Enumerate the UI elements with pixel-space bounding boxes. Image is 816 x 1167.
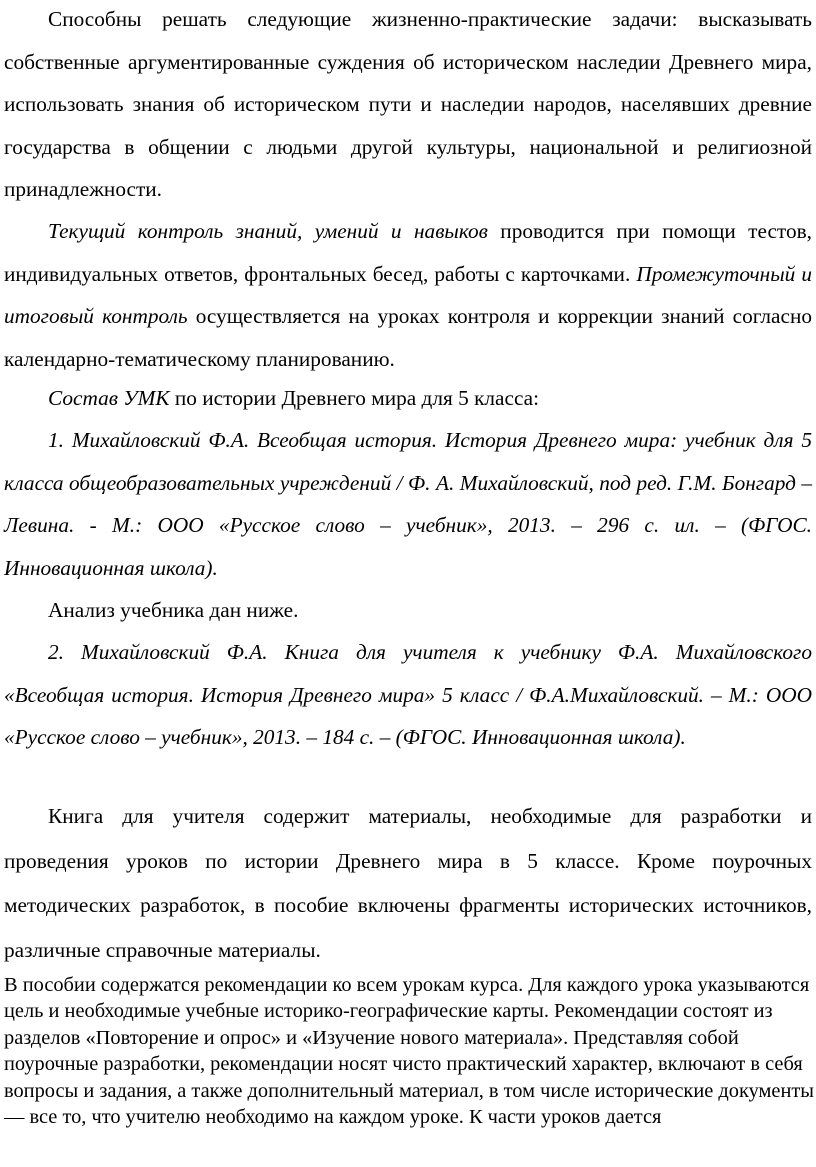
paragraph-text: проводится при помощи тестов, индивидуальных ответов, фронтальных бесед, работы с карточками. [4,219,812,286]
paragraph-text: Книга для учителя содержит материалы, необходимые для разработки и проведения уроков по истории Древнего мира в 5 классе. Кроме поурочных методических разработок, в пособие включены фрагменты исторических источников, различные справочные материалы. [4,804,812,962]
paragraph-text: В пособии содержатся рекомендации ко всем урокам курса. Для каждого урока указываются цель и необходимые учебные историко-географические карты. Рекомендации состоят из разделов «Повторение и опрос» и «Изучение нового материала». Представляя собой поурочные разработки, рекомендации носят чисто практический характер, включают в себя вопросы и задания, а также дополнительный материал, в том числе исторические документы — все то, что учителю необходимо на каждом уроке. К части уроков дается [4,974,814,1129]
paragraph-text: Способны решать следующие жизненно-практические задачи: высказывать собственные аргументированные суждения об историческом наследии Древнего мира, использовать знания об историческом пути и наследии народов, населявших древние государства в общении с людьми другой культуры, национальной и религиозной принадлежности. [4,7,812,201]
paragraph-analysis-note [4,589,812,632]
paragraph-text: осуществляется на уроках контроля и коррекции знаний согласно календарно-тематическому планированию. [4,304,813,371]
paragraph-umk [4,377,812,420]
paragraph-control [4,210,812,380]
final-control-term: Промежуточный и итоговый контроль [4,261,812,328]
reference-text: 2. Михайловский Ф.А. Книга для учителя к учебнику Ф.А. Михайловского «Всеобщая история. История Древнего мира» 5 класс / Ф.А.Михайловский. – М.: ООО «Русское слово – учебник», 2013. – 184 с. – (ФГОС. Инновационная школа). [4,640,812,749]
reference-textbook [4,419,812,589]
paragraph-text: по истории Древнего мира для 5 класса: [169,386,540,410]
paragraph-recommendations [4,972,816,1130]
paragraph-text: Анализ учебника дан ниже. [48,598,299,622]
reference-text: 1. Михайловский Ф.А. Всеобщая история. История Древнего мира: учебник для 5 класса общеобразовательных учреждений / Ф. А. Михайловский, под ред. Г.М. Бонгард –Левина. - М.: ООО «Русское слово – учебник», 2013. – 296 с. ил. – (ФГОС. Инновационная школа). [4,428,812,580]
reference-teacher-book [4,631,812,759]
paragraph-practical-tasks [4,0,812,211]
current-control-term: Текущий контроль знаний, умений и навыков [48,219,488,243]
umk-term: Состав УМК [48,386,170,410]
paragraph-teacher-book [4,794,812,972]
